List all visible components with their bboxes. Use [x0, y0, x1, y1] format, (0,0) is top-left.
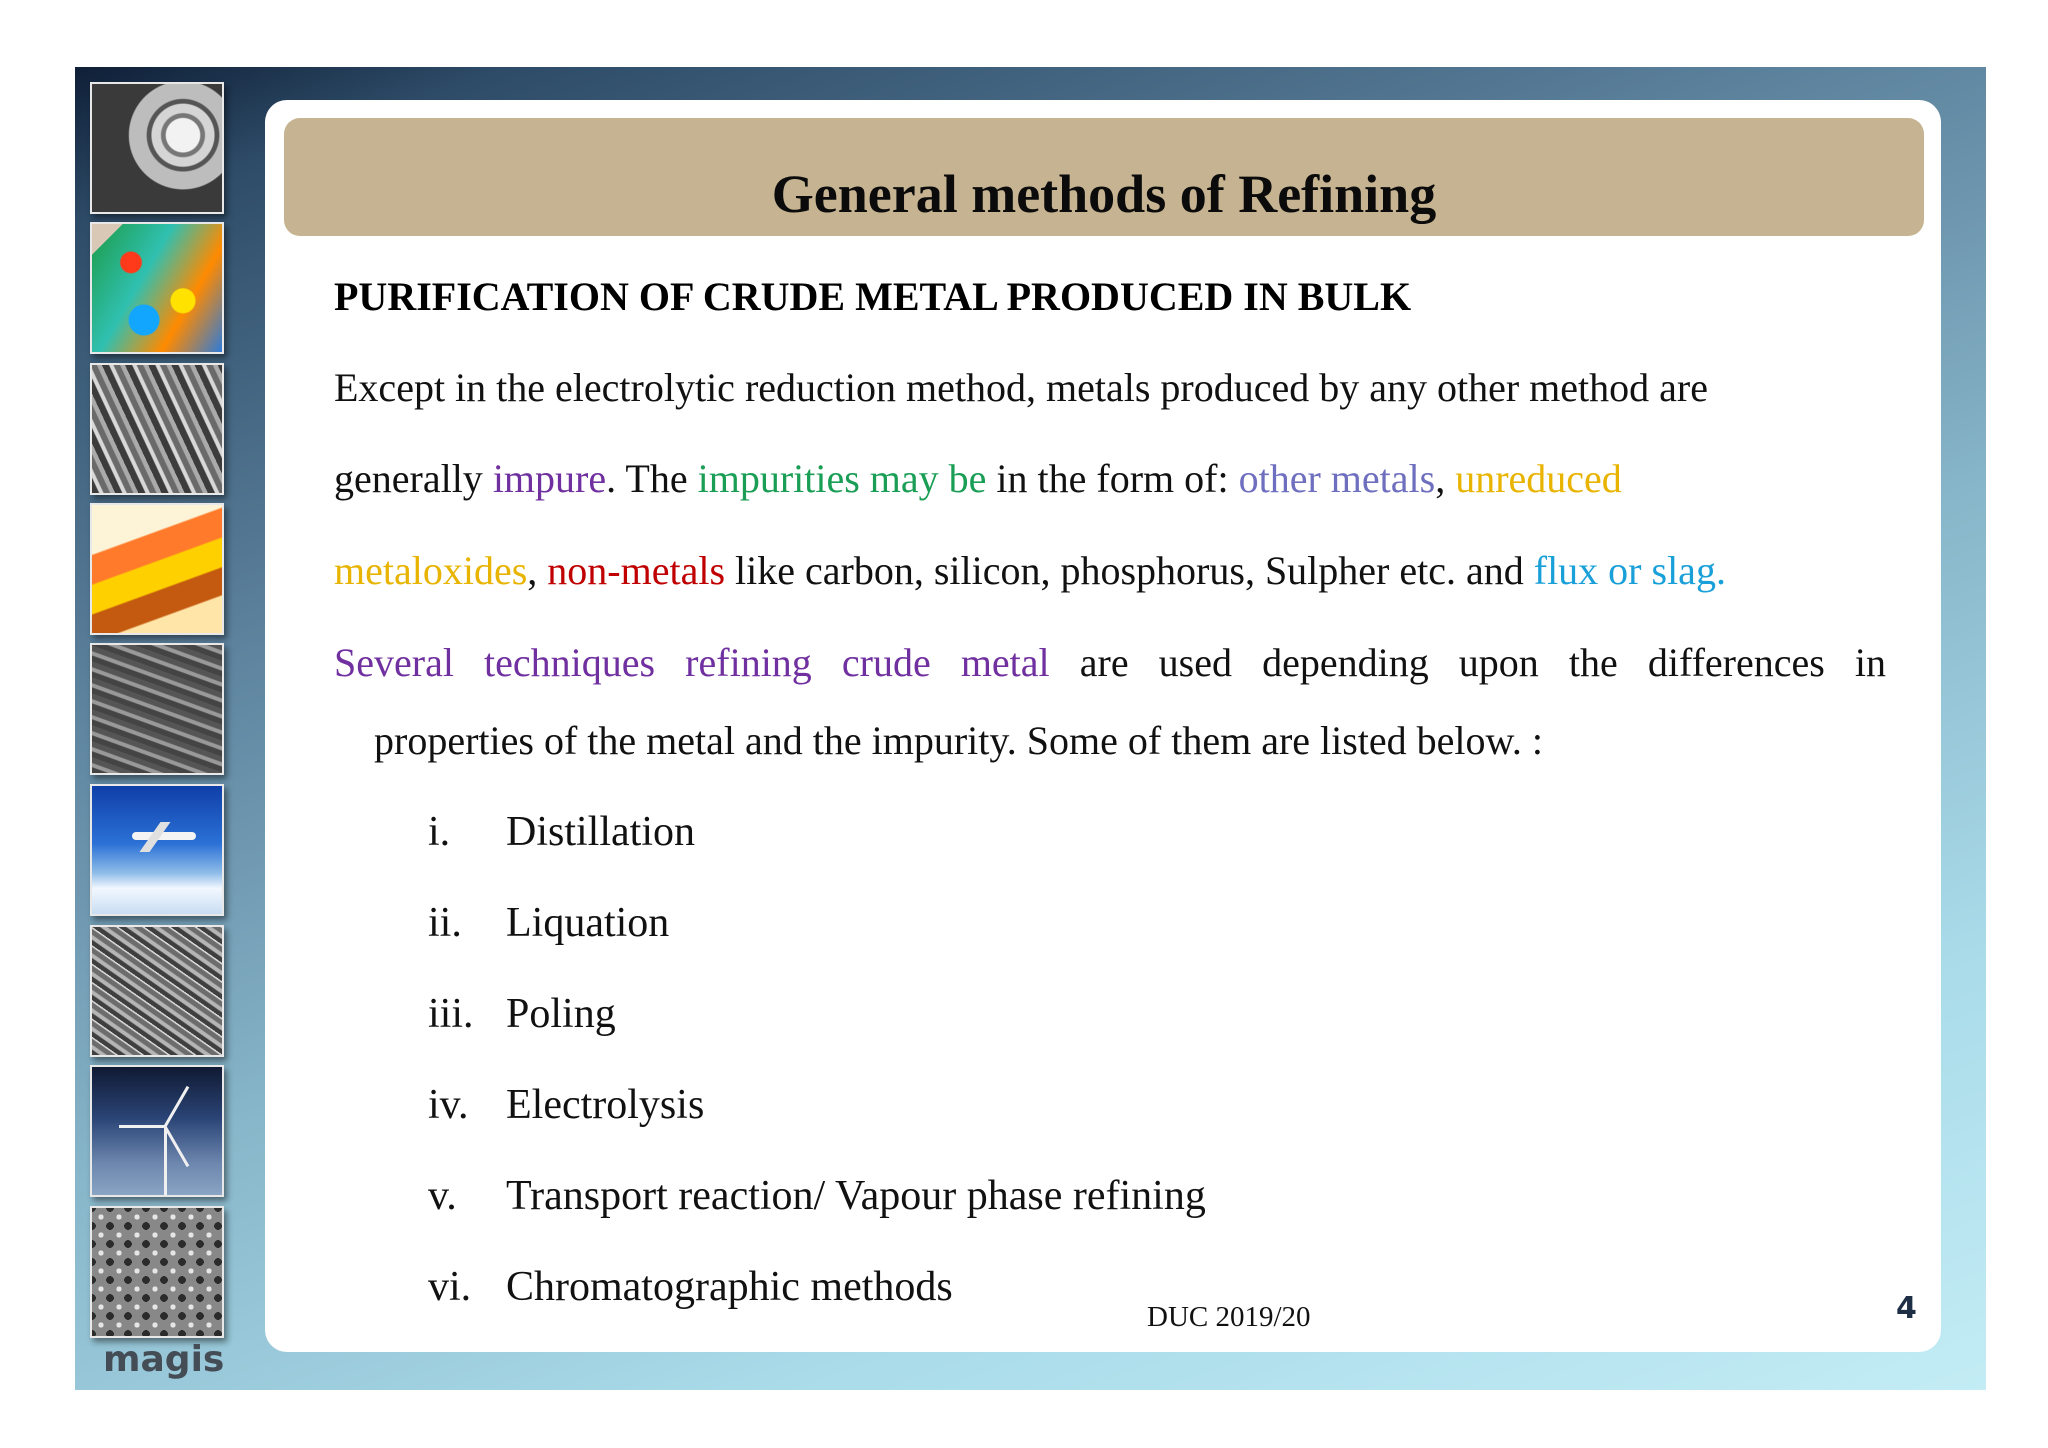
- paragraph-line-1: Except in the electrolytic reduction method, metals produced by any other method are: [334, 365, 1708, 410]
- airplane-icon: [132, 832, 196, 840]
- text-run: generally: [334, 456, 493, 501]
- magis-logo: magis: [103, 1339, 225, 1380]
- list-number: ii.: [428, 900, 462, 946]
- list-number: v.: [428, 1173, 457, 1219]
- list-text: Chromatographic methods: [506, 1264, 953, 1310]
- text-run: are used depending upon the differences in: [1049, 640, 1887, 685]
- section-heading: PURIFICATION OF CRUDE METAL PRODUCED IN BULK: [334, 274, 1412, 319]
- list-text: Electrolysis: [506, 1082, 705, 1128]
- crystal-micrograph-image: [90, 1206, 224, 1338]
- text-run: like carbon, silicon, phosphorus, Sulpher etc. and: [725, 548, 1534, 593]
- footer-text: DUC 2019/20: [1147, 1301, 1311, 1333]
- flux-slag-highlight: flux or slag.: [1533, 548, 1726, 593]
- wind-turbine-blade-icon: [164, 1086, 190, 1127]
- list-text: Distillation: [506, 809, 695, 855]
- text-run: . The: [606, 456, 698, 501]
- text-run: ,: [1435, 456, 1456, 501]
- list-text: Poling: [506, 991, 616, 1037]
- paragraph-line-2: [334, 452, 1894, 506]
- paragraph-line-3: [334, 544, 1894, 598]
- impurities-highlight: impurities may be: [697, 456, 987, 501]
- stress-cube-image: [90, 503, 224, 635]
- text-run: ,: [527, 548, 548, 593]
- wind-turbine-mast-icon: [164, 1127, 167, 1197]
- page-number: 4: [1896, 1291, 1917, 1326]
- techniques-highlight: Several techniques refining crude metal: [334, 640, 1050, 685]
- list-number: iv.: [428, 1082, 469, 1128]
- airplane-image: [90, 784, 224, 916]
- impure-highlight: impure: [492, 456, 607, 501]
- non-metals-highlight: non-metals: [547, 548, 726, 593]
- paragraph-line-4: [334, 636, 1886, 690]
- unreduced-highlight: unreduced: [1455, 456, 1622, 501]
- other-metals-highlight: other metals: [1238, 456, 1436, 501]
- paragraph-line-5: properties of the metal and the impurity. Some of them are listed below. :: [374, 718, 1543, 763]
- grain-micrograph-image: [90, 925, 224, 1057]
- wind-turbine-blade-icon: [164, 1126, 190, 1167]
- microstructure-image: [90, 643, 224, 775]
- list-text: Transport reaction/ Vapour phase refining: [506, 1173, 1206, 1219]
- turbine-image: [90, 82, 224, 214]
- slide-title: General methods of Refining: [771, 164, 1437, 224]
- list-text: Liquation: [506, 900, 670, 946]
- wind-turbine-blade-icon: [119, 1125, 165, 1128]
- list-number: iii.: [428, 991, 474, 1037]
- heatmap-cube-image: [90, 222, 224, 354]
- list-number: i.: [428, 809, 451, 855]
- fiber-micrograph-image: [90, 363, 224, 495]
- list-number: vi.: [428, 1264, 472, 1310]
- metaloxides-highlight: metaloxides: [334, 548, 528, 593]
- text-run: in the form of:: [986, 456, 1239, 501]
- wind-turbine-image: [90, 1065, 224, 1197]
